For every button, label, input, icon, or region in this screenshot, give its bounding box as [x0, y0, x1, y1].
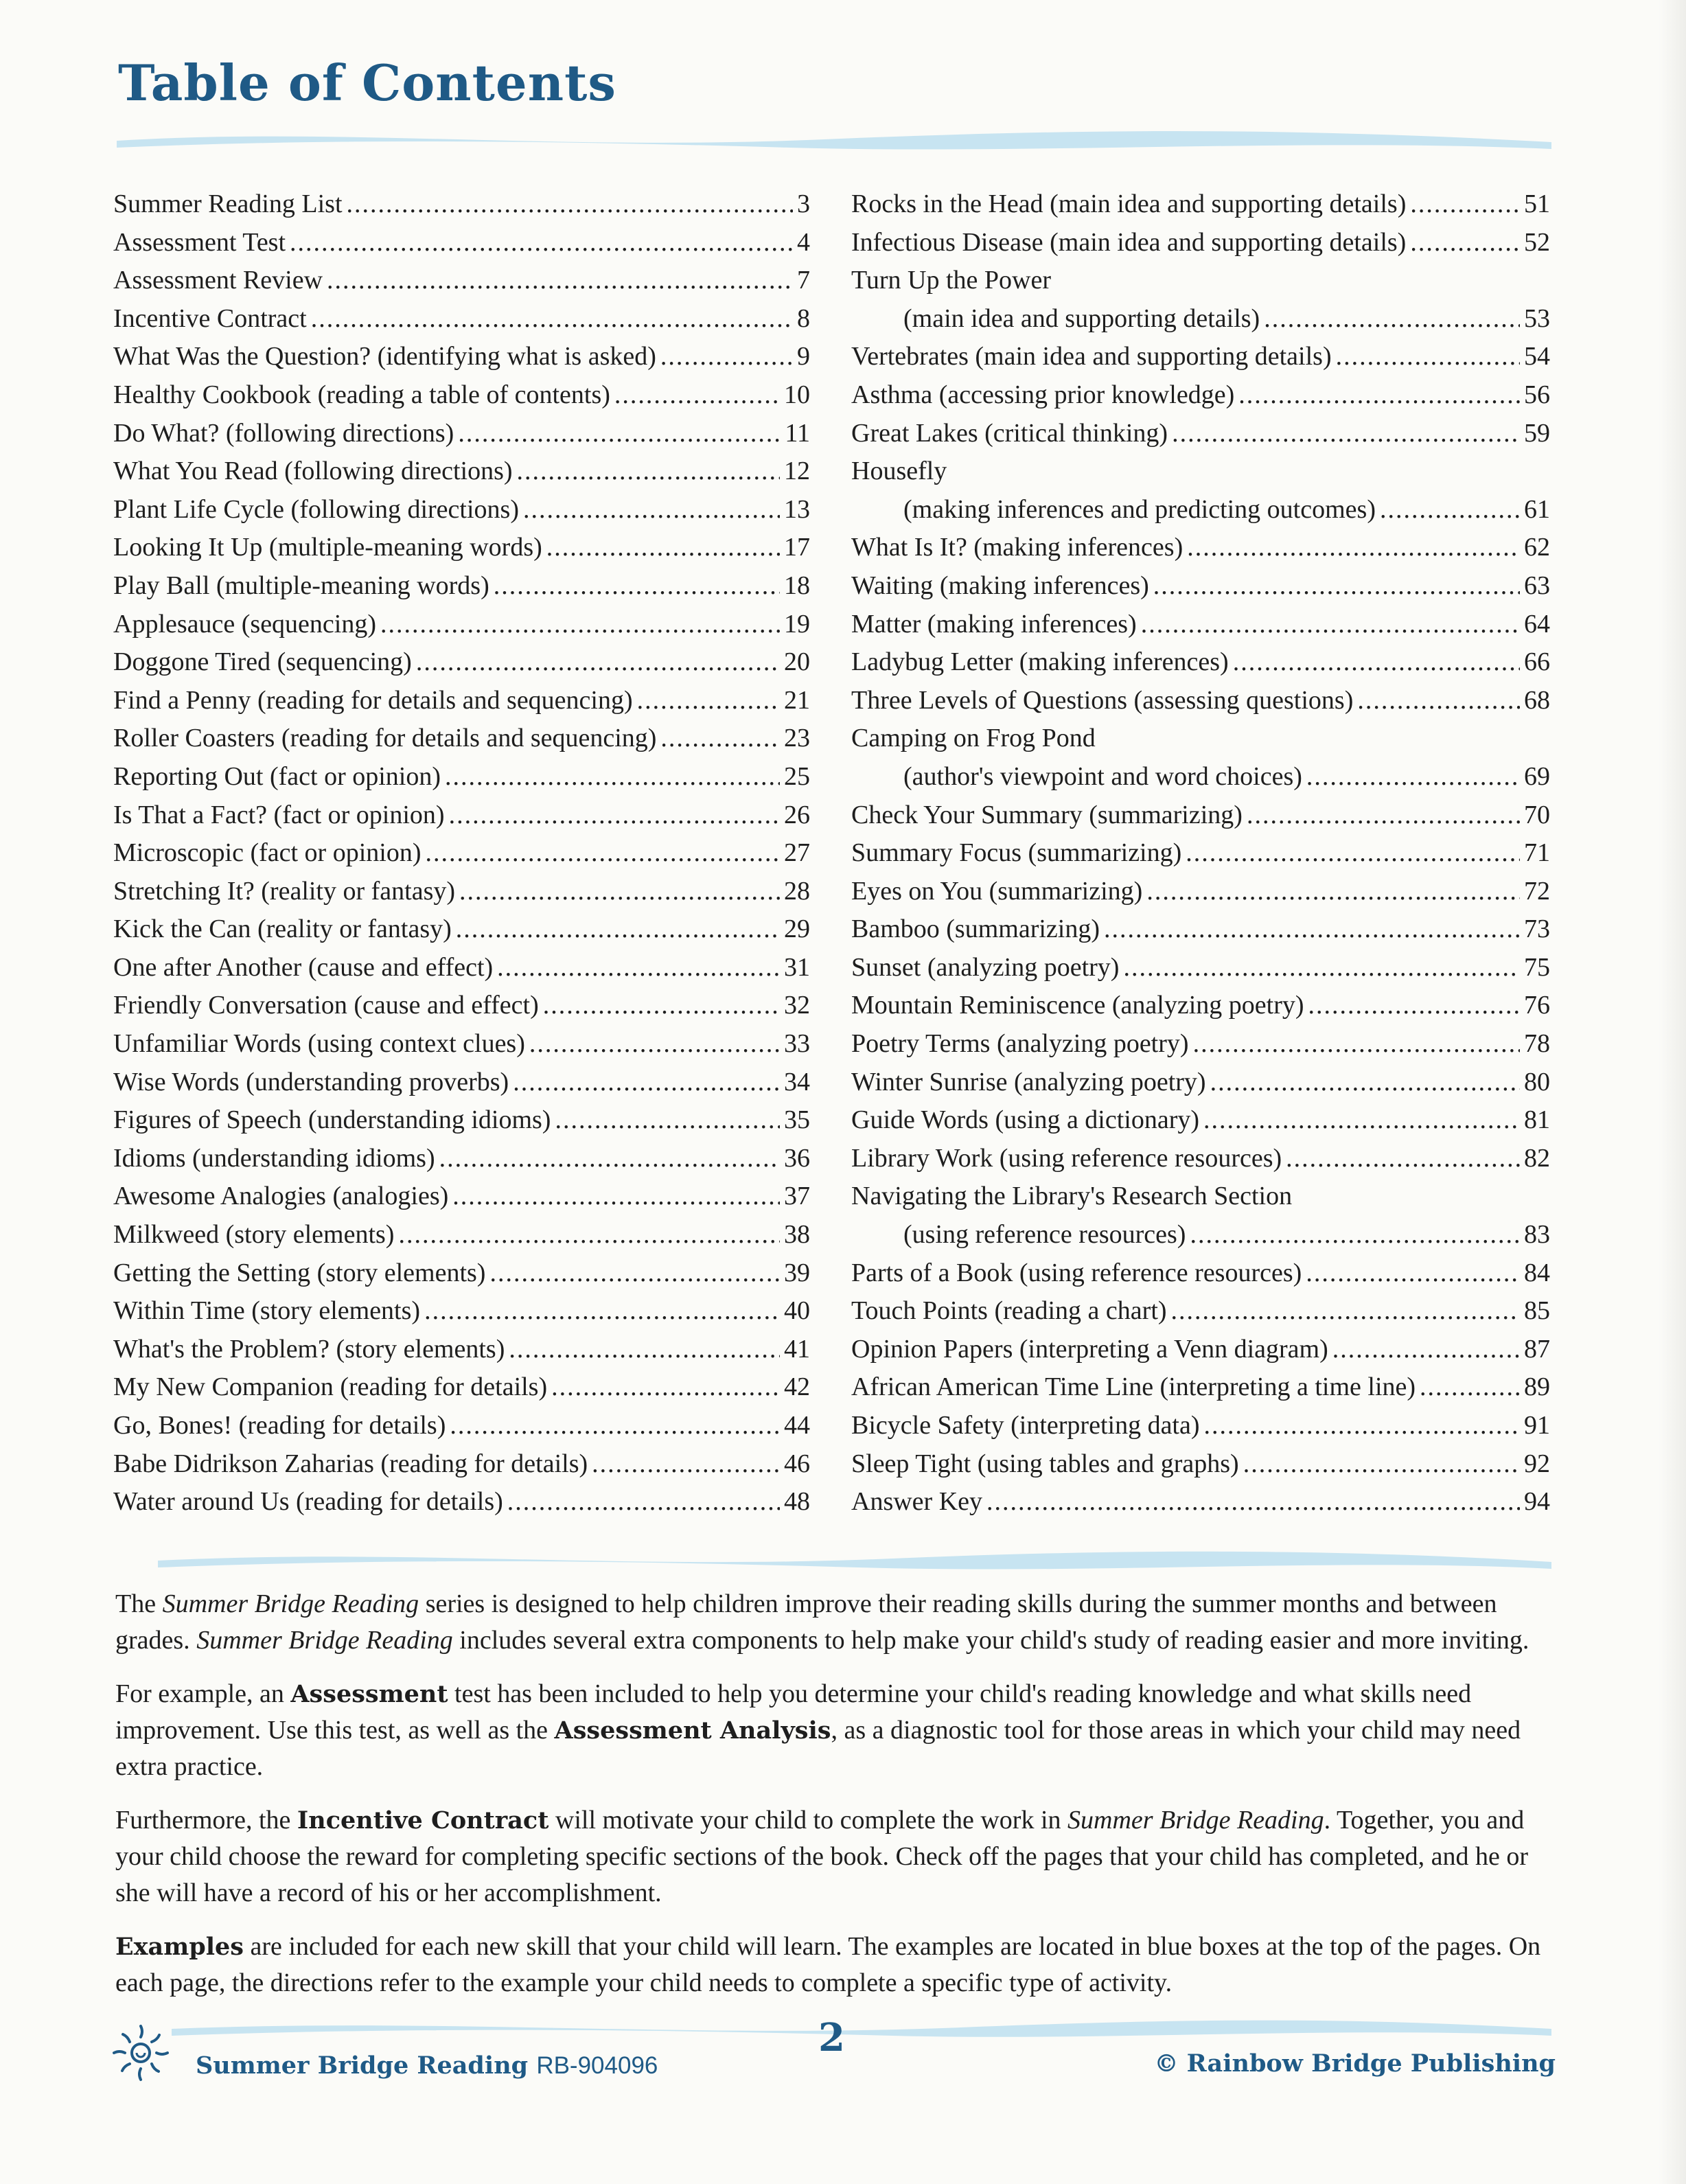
toc-entry [851, 1254, 1550, 1293]
toc-entry-title: Navigating the Library's Research Section [851, 1182, 1293, 1211]
toc-page-number: 82 [1524, 1143, 1550, 1173]
toc-entry-title: Friendly Conversation (cause and effect) [113, 991, 539, 1020]
toc-page-number: 36 [784, 1143, 810, 1173]
toc-page-number: 26 [784, 800, 810, 829]
toc-entry [851, 1292, 1550, 1331]
toc-entry [113, 224, 810, 262]
toc-entry [851, 682, 1550, 720]
toc-entry-title: Infectious Disease (main idea and supporting details) [851, 227, 1407, 257]
toc-entry-title: Guide Words (using a dictionary) [851, 1105, 1200, 1135]
toc-dot-leader [424, 1292, 780, 1331]
toc-page-number: 32 [784, 991, 810, 1020]
toc-entry-title: Check Your Summary (summarizing) [851, 800, 1243, 829]
toc-entry-title: Awesome Analogies (analogies) [113, 1182, 449, 1211]
toc-entry-title: Summer Reading List [113, 189, 343, 218]
toc-entry [851, 1140, 1550, 1178]
toc-page-number: 21 [784, 685, 810, 715]
toc-entry [851, 491, 1550, 529]
toc-entry-title: Wise Words (understanding proverbs) [113, 1067, 509, 1096]
toc-entry-title: Idioms (understanding idioms) [113, 1143, 435, 1173]
toc-dot-leader [1247, 796, 1520, 835]
toc-entry [113, 1064, 810, 1102]
toc-page-number: 75 [1524, 952, 1550, 982]
intro-paragraph-4: Examples are included for each new skill that your child will learn. The examples are located in blue boxes at the top of the pages. On each page, the directions refer to the example your child needs to complete a specific type of activity. [115, 1932, 1541, 1997]
toc-dot-leader [543, 987, 780, 1025]
toc-dot-leader [311, 300, 793, 338]
toc-dot-leader [1104, 910, 1520, 949]
toc-entry-title: Go, Bones! (reading for details) [113, 1411, 446, 1440]
toc-page-number: 54 [1524, 342, 1550, 371]
toc-dot-leader [1186, 834, 1520, 873]
toc-dot-leader [1187, 529, 1520, 567]
toc-entry [113, 1177, 810, 1216]
toc-entry-title: Ladybug Letter (making inferences) [851, 647, 1229, 677]
toc-dot-leader [509, 1331, 780, 1369]
toc-entry-title: Babe Didrikson Zaharias (reading for details) [113, 1449, 588, 1478]
toc-entry [851, 262, 1550, 300]
toc-entry [851, 1483, 1550, 1521]
toc-dot-leader [1203, 1101, 1520, 1140]
toc-dot-leader [489, 1254, 780, 1293]
toc-page-number: 91 [1524, 1411, 1550, 1440]
toc-entry [113, 834, 810, 873]
toc-page-number: 31 [784, 952, 810, 982]
toc-dot-leader [497, 949, 780, 987]
toc-dot-leader [1264, 300, 1520, 338]
toc-page-number: 53 [1524, 303, 1550, 333]
toc-dot-leader [290, 224, 793, 262]
toc-page-number: 34 [784, 1067, 810, 1096]
toc-entry-title: Rocks in the Head (main idea and supporting details) [851, 189, 1407, 218]
toc-page-number: 62 [1524, 533, 1550, 562]
toc-dot-leader [614, 376, 780, 415]
toc-dot-leader [1204, 1407, 1520, 1445]
toc-entry [113, 1140, 810, 1178]
toc-entry [113, 910, 810, 949]
toc-entry [113, 720, 810, 758]
toc-entry-title: Waiting (making inferences) [851, 571, 1149, 600]
toc-page-number: 69 [1524, 761, 1550, 791]
toc-page-number: 59 [1524, 418, 1550, 448]
toc-page-number: 70 [1524, 800, 1550, 829]
toc-entry-title: African American Time Line (interpreting a time line) [851, 1372, 1416, 1402]
toc-page-number: 78 [1524, 1029, 1550, 1059]
toc-entry-title: Eyes on You (summarizing) [851, 876, 1143, 906]
toc-page-number: 46 [784, 1449, 810, 1478]
toc-entry [851, 224, 1550, 262]
page-edge [1659, 0, 1686, 2184]
toc-dot-leader [1332, 1331, 1520, 1369]
toc-entry-title: Parts of a Book (using reference resources) [851, 1258, 1302, 1287]
toc-entry [851, 796, 1550, 835]
toc-dot-leader [523, 491, 780, 529]
toc-entry-title: Winter Sunrise (analyzing poetry) [851, 1067, 1206, 1096]
toc-page-number: 25 [784, 761, 810, 791]
toc-entry-title: Water around Us (reading for details) [113, 1487, 503, 1517]
toc-page-number: 39 [784, 1258, 810, 1287]
toc-entry [851, 452, 1550, 491]
toc-entry-title: Find a Penny (reading for details and sequencing) [113, 685, 633, 715]
toc-entry-title: Camping on Frog Pond [851, 724, 1096, 753]
toc-page-number: 3 [797, 189, 810, 218]
toc-page-number: 84 [1524, 1258, 1550, 1287]
toc-dot-leader [1153, 567, 1520, 606]
toc-dot-leader [449, 796, 780, 835]
toc-entry [851, 910, 1550, 949]
toc-entry [851, 873, 1550, 911]
toc-page-number: 20 [784, 647, 810, 677]
toc-entry-title: Great Lakes (critical thinking) [851, 418, 1168, 448]
toc-entry [851, 338, 1550, 376]
toc-dot-leader [1380, 491, 1520, 529]
toc-entry-title: Looking It Up (multiple-meaning words) [113, 533, 542, 562]
toc-entry [113, 300, 810, 338]
toc-entry-title: Play Ball (multiple-meaning words) [113, 571, 489, 600]
intro-paragraph-1: The Summer Bridge Reading series is designed to help children improve their reading skills during the summer months and between grades. Summer Bridge Reading includes several extra components to help make your child's study of reading easier and more inviting. [115, 1589, 1529, 1655]
toc-entry-title: Turn Up the Power [851, 266, 1051, 295]
toc-entry-title: Sunset (analyzing poetry) [851, 952, 1120, 982]
footer-copyright: © Rainbow Bridge Publishing [1154, 2049, 1556, 2078]
toc-entry-title: (using reference resources) [903, 1220, 1186, 1250]
toc-dot-leader [450, 1407, 780, 1445]
toc-page-number: 42 [784, 1372, 810, 1402]
toc-dot-leader [1172, 415, 1520, 453]
toc-dot-leader [439, 1140, 780, 1178]
toc-page-number: 89 [1524, 1372, 1550, 1402]
toc-entry [113, 262, 810, 300]
toc-page-number: 92 [1524, 1449, 1550, 1478]
toc-dot-leader [445, 758, 780, 796]
toc-entry-title: My New Companion (reading for details) [113, 1372, 548, 1402]
toc-entry [113, 1101, 810, 1140]
toc-dot-leader [347, 185, 793, 224]
toc-dot-leader [1357, 682, 1520, 720]
toc-entry-title: Vertebrates (main idea and supporting details) [851, 342, 1332, 371]
toc-entry-title: Assessment Test [113, 227, 286, 257]
toc-entry-title: What You Read (following directions) [113, 457, 513, 486]
toc-entry-title: Kick the Can (reality or fantasy) [113, 915, 452, 944]
toc-entry-title: Do What? (following directions) [113, 418, 454, 448]
toc-entry [113, 1216, 810, 1254]
toc-page-number: 8 [797, 303, 810, 333]
toc-page-number: 52 [1524, 227, 1550, 257]
toc-page-number: 38 [784, 1220, 810, 1250]
toc-entry [113, 758, 810, 796]
toc-page-number: 56 [1524, 380, 1550, 409]
toc-entry-title: Doggone Tired (sequencing) [113, 647, 412, 677]
toc-entry [113, 873, 810, 911]
toc-entry-title: (making inferences and predicting outcomes) [903, 494, 1376, 524]
toc-page-number: 18 [784, 571, 810, 600]
toc-entry [113, 796, 810, 835]
toc-entry [113, 1483, 810, 1521]
toc-entry-title: Is That a Fact? (fact or opinion) [113, 800, 445, 829]
toc-entry-title: Touch Points (reading a chart) [851, 1296, 1167, 1326]
toc-entry [113, 987, 810, 1025]
toc-entry-title: Milkweed (story elements) [113, 1220, 395, 1250]
toc-entry-title: Three Levels of Questions (assessing questions) [851, 685, 1354, 715]
toc-dot-leader [494, 567, 780, 606]
toc-page-number: 73 [1524, 915, 1550, 944]
toc-entry [851, 1445, 1550, 1484]
toc-page-number: 35 [784, 1105, 810, 1135]
toc-page-number: 40 [784, 1296, 810, 1326]
toc-dot-leader [1306, 1254, 1520, 1293]
toc-dot-leader [592, 1445, 780, 1484]
toc-dot-leader [452, 1177, 780, 1216]
toc-entry-title: Roller Coasters (reading for details and sequencing) [113, 724, 657, 753]
toc-page-number: 76 [1524, 991, 1550, 1020]
toc-page-number: 28 [784, 876, 810, 906]
toc-dot-leader [458, 415, 781, 453]
toc-entry-title: Reporting Out (fact or opinion) [113, 761, 441, 791]
toc-entry-title: Matter (making inferences) [851, 609, 1137, 639]
toc-entry [851, 949, 1550, 987]
toc-entry [113, 1368, 810, 1407]
wave-divider-middle [0, 1541, 1686, 1583]
toc-page-number: 80 [1524, 1067, 1550, 1096]
toc-page-number: 94 [1524, 1487, 1550, 1517]
toc-dot-leader [1123, 949, 1520, 987]
toc-page-number: 33 [784, 1029, 810, 1059]
toc-entry [851, 1025, 1550, 1064]
toc-page-number: 9 [797, 342, 810, 371]
toc-entry-title: What's the Problem? (story elements) [113, 1334, 505, 1364]
toc-page-number: 17 [784, 533, 810, 562]
toc-page-number: 64 [1524, 609, 1550, 639]
toc-page-number: 71 [1524, 838, 1550, 868]
toc-dot-leader [380, 606, 780, 644]
toc-dot-leader [425, 834, 780, 873]
toc-entry [113, 1025, 810, 1064]
toc-dot-leader [517, 452, 780, 491]
toc-entry [113, 949, 810, 987]
toc-page-number: 51 [1524, 189, 1550, 218]
toc-entry [851, 1407, 1550, 1445]
toc-dot-leader [327, 262, 793, 300]
toc-entry [851, 987, 1550, 1025]
toc-entry-title: Incentive Contract [113, 303, 307, 333]
toc-entry-title: (author's viewpoint and word choices) [903, 761, 1302, 791]
toc-entry-title: Figures of Speech (understanding idioms) [113, 1105, 551, 1135]
toc-entry-title: Applesauce (sequencing) [113, 609, 377, 639]
toc-entry-title: Asthma (accessing prior knowledge) [851, 380, 1235, 409]
toc-page-number: 13 [784, 494, 810, 524]
toc-dot-leader [1308, 987, 1520, 1025]
toc-entry-title: Mountain Reminiscence (analyzing poetry) [851, 991, 1304, 1020]
toc-page-number: 66 [1524, 647, 1550, 677]
toc-dot-leader [1286, 1140, 1520, 1178]
toc-entry-title: Getting the Setting (story elements) [113, 1258, 486, 1287]
sun-logo-icon [110, 2022, 172, 2084]
toc-dot-leader [1141, 606, 1520, 644]
toc-dot-leader [1210, 1064, 1520, 1102]
toc-entry [113, 338, 810, 376]
toc-page-number: 19 [784, 609, 810, 639]
toc-page-number: 11 [785, 418, 810, 448]
page-title: Table of Contents [118, 54, 616, 112]
toc-page-number: 85 [1524, 1296, 1550, 1326]
toc-entry-title: Within Time (story elements) [113, 1296, 421, 1326]
toc-entry-title: Answer Key [851, 1487, 983, 1517]
toc-entry [851, 720, 1550, 758]
toc-entry [851, 1216, 1550, 1254]
toc-entry [113, 567, 810, 606]
toc-entry [851, 529, 1550, 567]
toc-page-number: 68 [1524, 685, 1550, 715]
toc-entry-title: Bamboo (summarizing) [851, 915, 1100, 944]
toc-entry [851, 567, 1550, 606]
toc-dot-leader [513, 1064, 780, 1102]
toc-dot-leader [660, 720, 780, 758]
toc-entry-title: Housefly [851, 457, 947, 486]
toc-dot-leader [529, 1025, 780, 1064]
toc-dot-leader [1190, 1216, 1520, 1254]
toc-entry-title: What Was the Question? (identifying what is asked) [113, 342, 656, 371]
toc-entry [113, 452, 810, 491]
toc-entry [113, 529, 810, 567]
toc-page-number: 83 [1524, 1220, 1550, 1250]
toc-dot-leader [1336, 338, 1520, 376]
toc-dot-leader [986, 1483, 1520, 1521]
toc-entry-title: Library Work (using reference resources) [851, 1143, 1282, 1173]
toc-page-number: 44 [784, 1411, 810, 1440]
toc-left-column [113, 185, 810, 1521]
toc-page-number: 41 [784, 1334, 810, 1364]
toc-entry-title: Bicycle Safety (interpreting data) [851, 1411, 1200, 1440]
toc-dot-leader [1420, 1368, 1520, 1407]
toc-dot-leader [1410, 185, 1520, 224]
toc-entry-title: Sleep Tight (using tables and graphs) [851, 1449, 1239, 1478]
toc-entry [113, 643, 810, 682]
toc-dot-leader [1146, 873, 1520, 911]
page-number: 2 [818, 2015, 845, 2060]
toc-page-number: 81 [1524, 1105, 1550, 1135]
wave-divider-top [0, 120, 1686, 161]
toc-entry [113, 376, 810, 415]
toc-entry-title: What Is It? (making inferences) [851, 533, 1183, 562]
toc-dot-leader [551, 1368, 780, 1407]
toc-entry [851, 643, 1550, 682]
toc-entry-title: Opinion Papers (interpreting a Venn diagram) [851, 1334, 1328, 1364]
toc-page-number: 23 [784, 724, 810, 753]
toc-entry [113, 1331, 810, 1369]
toc-dot-leader [459, 873, 780, 911]
toc-right-column [851, 185, 1550, 1521]
toc-entry [113, 491, 810, 529]
toc-entry [851, 1064, 1550, 1102]
toc-entry [113, 1254, 810, 1293]
toc-page-number: 87 [1524, 1334, 1550, 1364]
toc-dot-leader [546, 529, 780, 567]
toc-page-number: 4 [797, 227, 810, 257]
toc-page-number: 10 [784, 380, 810, 409]
toc-dot-leader [637, 682, 780, 720]
toc-dot-leader [456, 910, 780, 949]
toc-dot-leader [1238, 376, 1520, 415]
toc-entry [113, 185, 810, 224]
intro-text [115, 1586, 1557, 2019]
toc-dot-leader [1171, 1292, 1520, 1331]
toc-entry-title: (main idea and supporting details) [903, 303, 1260, 333]
toc-page-number: 72 [1524, 876, 1550, 906]
toc-entry [113, 1407, 810, 1445]
toc-entry [851, 415, 1550, 453]
toc-entry-title: Summary Focus (summarizing) [851, 838, 1182, 868]
intro-paragraph-2: For example, an Assessment test has been included to help you determine your child's reading knowledge and what skills need improvement. Use this test, as well as the Assessment Analysis, as a diagnostic tool for those areas in which your child may need extra practice. [115, 1679, 1521, 1781]
toc-entry-title: Unfamiliar Words (using context clues) [113, 1029, 525, 1059]
toc-entry [113, 415, 810, 453]
toc-entry [851, 758, 1550, 796]
toc-entry [113, 1445, 810, 1484]
toc-entry-title: Assessment Review [113, 266, 323, 295]
toc-entry [851, 300, 1550, 338]
toc-entry [851, 376, 1550, 415]
toc-page-number: 29 [784, 915, 810, 944]
toc-page-number: 12 [784, 457, 810, 486]
toc-page-number: 63 [1524, 571, 1550, 600]
toc-page-number: 61 [1524, 494, 1550, 524]
toc-dot-leader [1306, 758, 1520, 796]
toc-entry [113, 606, 810, 644]
toc-entry-title: One after Another (cause and effect) [113, 952, 494, 982]
toc-page-number: 48 [784, 1487, 810, 1517]
toc-dot-leader [555, 1101, 780, 1140]
toc-dot-leader [1410, 224, 1520, 262]
toc-page-number: 7 [797, 266, 810, 295]
toc-entry [851, 1101, 1550, 1140]
footer-series: Summer Bridge Reading RB-904096 [196, 2051, 658, 2080]
toc-dot-leader [1233, 643, 1520, 682]
toc-entry-title: Stretching It? (reality or fantasy) [113, 876, 456, 906]
toc-entry [113, 1292, 810, 1331]
toc-dot-leader [1193, 1025, 1520, 1064]
toc-dot-leader [660, 338, 793, 376]
toc-entry-title: Microscopic (fact or opinion) [113, 838, 422, 868]
toc-entry [851, 1368, 1550, 1407]
toc-dot-leader [416, 643, 780, 682]
toc-entry-title: Plant Life Cycle (following directions) [113, 494, 519, 524]
toc-entry [851, 606, 1550, 644]
toc-entry [851, 185, 1550, 224]
toc-entry [851, 1177, 1550, 1216]
toc-entry-title: Healthy Cookbook (reading a table of contents) [113, 380, 610, 409]
toc-entry-title: Poetry Terms (analyzing poetry) [851, 1029, 1189, 1059]
toc-entry [113, 682, 810, 720]
toc-entry [851, 1331, 1550, 1369]
toc-entry [851, 834, 1550, 873]
toc-dot-leader [507, 1483, 780, 1521]
toc-dot-leader [1243, 1445, 1520, 1484]
toc-dot-leader [398, 1216, 780, 1254]
toc-page-number: 27 [784, 838, 810, 868]
intro-paragraph-3: Furthermore, the Incentive Contract will motivate your child to complete the work in Summer Bridge Reading. Together, you and your child choose the reward for completing specific sections of the book. Check off the pages that your child has completed, and he or she will have a record of his or her accomplishment. [115, 1806, 1529, 1907]
toc-page-number: 37 [784, 1182, 810, 1211]
